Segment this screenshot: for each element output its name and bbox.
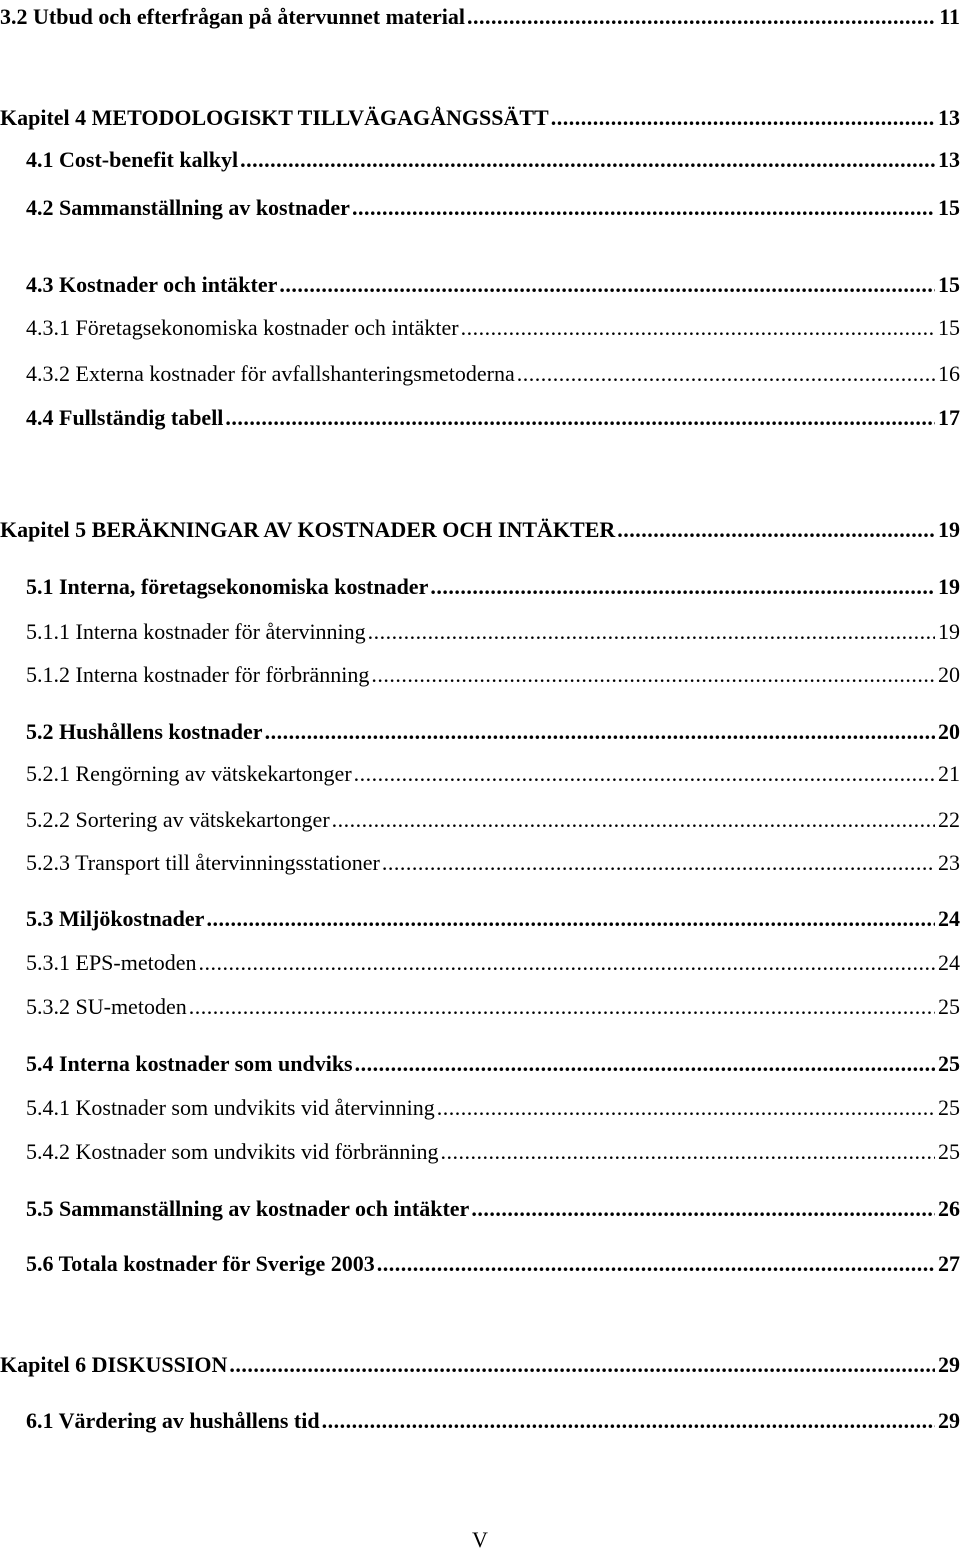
toc-entry[interactable]: [26, 313, 960, 343]
toc-entry[interactable]: [26, 1137, 960, 1167]
toc-entry[interactable]: [26, 805, 960, 835]
toc-entry[interactable]: [26, 848, 960, 878]
toc-entry-page: 29: [938, 1352, 960, 1377]
toc-leader-dots: [265, 717, 935, 747]
toc-entry[interactable]: [0, 1350, 960, 1380]
toc-entry-page: 24: [938, 950, 960, 975]
toc-entry-title: Kapitel 6 DISKUSSION: [0, 1352, 228, 1377]
toc-entry-page: 25: [938, 1095, 960, 1120]
toc-entry[interactable]: [0, 515, 960, 545]
page-number: V: [472, 1527, 488, 1552]
toc-entry[interactable]: [26, 948, 960, 978]
toc-entry-page: 15: [938, 315, 960, 340]
toc-entry-page: 19: [938, 574, 960, 599]
toc-entry-page: 25: [938, 1051, 960, 1076]
toc-entry[interactable]: [26, 572, 960, 602]
toc-entry-title: 5.2 Hushållens kostnader: [26, 719, 263, 744]
toc-entry[interactable]: [26, 904, 960, 934]
toc-entry-page: 22: [938, 807, 960, 832]
toc-entry-title: 5.1 Interna, företagsekonomiska kostnader: [26, 574, 429, 599]
toc-entry[interactable]: [26, 1093, 960, 1123]
toc-entry-page: 13: [938, 105, 960, 130]
toc-entry[interactable]: [26, 359, 960, 389]
toc-entry-page: 23: [938, 850, 960, 875]
toc-entry-title: 5.3.1 EPS-metoden: [26, 950, 197, 975]
toc-entry-page: 19: [938, 517, 960, 542]
toc-leader-dots: [467, 2, 936, 32]
toc-entry-title: Kapitel 4 METODOLOGISKT TILLVÄGAGÅNGSSÄTT: [0, 105, 549, 130]
toc-entry-title: 4.3 Kostnader och intäkter: [26, 272, 278, 297]
toc-leader-dots: [189, 992, 935, 1022]
toc-leader-dots: [199, 948, 936, 978]
toc-entry-title: 5.4.1 Kostnader som undvikits vid återvinning: [26, 1095, 435, 1120]
toc-entry-page: 26: [938, 1196, 960, 1221]
toc-leader-dots: [279, 270, 935, 300]
toc-entry-title: 5.2.1 Rengörning av vätskekartonger: [26, 761, 352, 786]
toc-leader-dots: [229, 1350, 935, 1380]
toc-entry-page: 15: [938, 195, 960, 220]
toc-entry-page: 13: [938, 147, 960, 172]
toc-entry-page: 17: [938, 405, 960, 430]
toc-entry-title: 5.2.3 Transport till återvinningsstationer: [26, 850, 380, 875]
toc-leader-dots: [440, 1137, 935, 1167]
toc-leader-dots: [551, 103, 935, 133]
toc-leader-dots: [206, 904, 935, 934]
toc-entry-page: 15: [938, 272, 960, 297]
toc-entry-title: 4.4 Fullständig tabell: [26, 405, 224, 430]
toc-leader-dots: [437, 1093, 935, 1123]
toc-entry-page: 21: [938, 761, 960, 786]
toc-entry[interactable]: [26, 1049, 960, 1079]
toc-entry-page: 27: [938, 1251, 960, 1276]
toc-entry[interactable]: [26, 1249, 960, 1279]
toc-entry-page: 24: [938, 906, 960, 931]
toc-leader-dots: [355, 1049, 935, 1079]
toc-entry-page: 11: [939, 4, 960, 29]
toc-entry-page: 25: [938, 1139, 960, 1164]
toc-entry-page: 25: [938, 994, 960, 1019]
toc-entry-title: 6.1 Värdering av hushållens tid: [26, 1408, 320, 1433]
toc-entry-title: 5.1.2 Interna kostnader för förbränning: [26, 662, 370, 687]
toc-entry-title: 4.3.2 Externa kostnader för avfallshanteringsmetoderna: [26, 361, 515, 386]
toc-entry[interactable]: [26, 193, 960, 223]
toc-leader-dots: [354, 759, 935, 789]
toc-entry-title: 5.4.2 Kostnader som undvikits vid förbränning: [26, 1139, 439, 1164]
toc-entry[interactable]: [26, 992, 960, 1022]
toc-entry[interactable]: [26, 717, 960, 747]
toc-entry-title: 5.3 Miljökostnader: [26, 906, 205, 931]
toc-leader-dots: [461, 313, 935, 343]
toc-leader-dots: [322, 1406, 935, 1436]
toc-entry[interactable]: [0, 103, 960, 133]
toc-leader-dots: [430, 572, 935, 602]
toc-leader-dots: [240, 145, 935, 175]
toc-entry-page: 20: [938, 662, 960, 687]
toc-leader-dots: [377, 1249, 935, 1279]
toc-entry[interactable]: [26, 617, 960, 647]
toc-entry-title: 5.5 Sammanställning av kostnader och intäkter: [26, 1196, 470, 1221]
toc-entry-page: 19: [938, 619, 960, 644]
toc-leader-dots: [617, 515, 935, 545]
toc-entry[interactable]: [26, 1194, 960, 1224]
toc-entry[interactable]: [26, 759, 960, 789]
toc-leader-dots: [517, 359, 935, 389]
toc-entry-title: 4.3.1 Företagsekonomiska kostnader och intäkter: [26, 315, 459, 340]
toc-entry[interactable]: [26, 660, 960, 690]
toc-entry-page: 16: [938, 361, 960, 386]
toc-leader-dots: [332, 805, 935, 835]
toc-entry[interactable]: [26, 403, 960, 433]
toc-leader-dots: [471, 1194, 935, 1224]
toc-entry-title: 5.3.2 SU-metoden: [26, 994, 187, 1019]
toc-entry[interactable]: [0, 2, 960, 32]
toc-entry-title: Kapitel 5 BERÄKNINGAR AV KOSTNADER OCH INTÄKTER: [0, 517, 616, 542]
toc-leader-dots: [368, 617, 935, 647]
toc-entry-title: 5.6 Totala kostnader för Sverige 2003: [26, 1251, 375, 1276]
toc-entry-title: 5.1.1 Interna kostnader för återvinning: [26, 619, 366, 644]
toc-leader-dots: [352, 193, 935, 223]
toc-entry-page: 20: [938, 719, 960, 744]
toc-entry[interactable]: [26, 270, 960, 300]
toc-entry-title: 4.2 Sammanställning av kostnader: [26, 195, 350, 220]
toc-entry-title: 3.2 Utbud och efterfrågan på återvunnet material: [0, 4, 465, 29]
toc-leader-dots: [225, 403, 935, 433]
toc-leader-dots: [382, 848, 935, 878]
toc-entry[interactable]: [26, 145, 960, 175]
toc-entry-title: 4.1 Cost-benefit kalkyl: [26, 147, 239, 172]
toc-leader-dots: [371, 660, 935, 690]
toc-entry[interactable]: [26, 1406, 960, 1436]
toc-entry-page: 29: [938, 1408, 960, 1433]
toc-entry-title: 5.4 Interna kostnader som undviks: [26, 1051, 353, 1076]
toc-entry-title: 5.2.2 Sortering av vätskekartonger: [26, 807, 330, 832]
